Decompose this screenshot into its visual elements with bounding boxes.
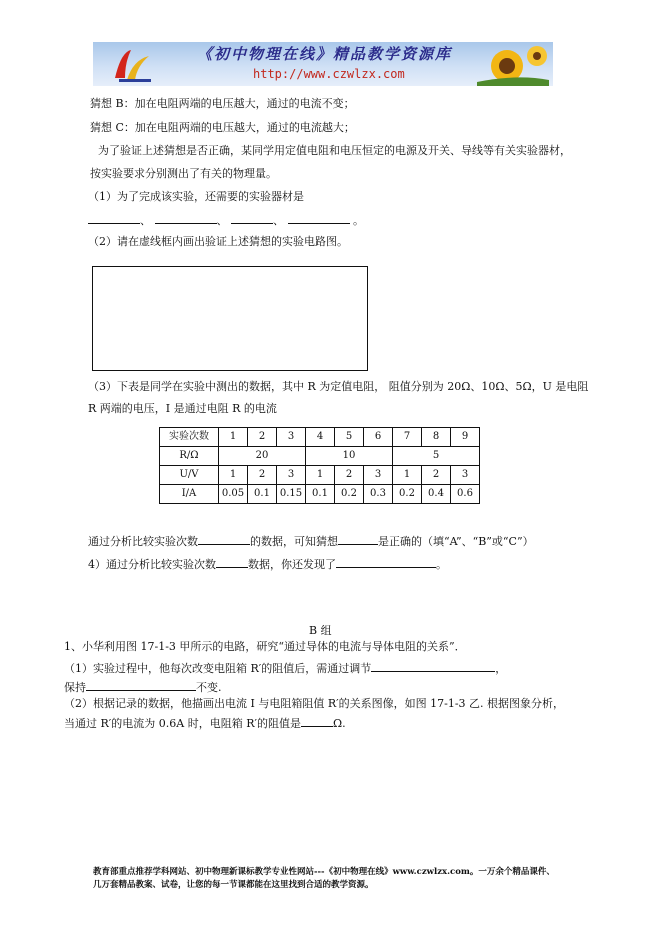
table-cell: 3 bbox=[451, 466, 480, 485]
table-cell: 9 bbox=[451, 428, 480, 447]
table-cell: 7 bbox=[393, 428, 422, 447]
table-cell: 0.2 bbox=[393, 485, 422, 504]
sunflower-icon bbox=[477, 44, 549, 86]
row-label: 实验次数 bbox=[160, 428, 219, 447]
table-cell: 6 bbox=[364, 428, 393, 447]
question-1-blanks bbox=[88, 212, 364, 228]
question-3-line-2: R 两端的电压，I 是通过电阻 R 的电流 bbox=[88, 402, 277, 415]
answer-blank[interactable] bbox=[338, 533, 378, 545]
answer-blank[interactable] bbox=[336, 556, 436, 568]
separator: 、 bbox=[140, 214, 151, 227]
question-text: 通过分析比较实验次数 bbox=[88, 535, 198, 548]
question-text: 的数据，可知猜想 bbox=[250, 535, 338, 548]
table-cell: 0.05 bbox=[219, 485, 248, 504]
row-label: I/A bbox=[160, 485, 219, 504]
table-cell: 1 bbox=[219, 466, 248, 485]
table-cell: 2 bbox=[248, 428, 277, 447]
table-cell: 0.2 bbox=[335, 485, 364, 504]
page-footer bbox=[93, 866, 613, 892]
table-cell: 3 bbox=[277, 466, 306, 485]
answer-blank[interactable] bbox=[198, 533, 250, 545]
table-cell: 5 bbox=[393, 447, 480, 466]
table-cell: 1 bbox=[219, 428, 248, 447]
question-text: 不变. bbox=[196, 681, 222, 694]
problem-b1-q2-line2 bbox=[64, 715, 346, 731]
answer-blank[interactable] bbox=[216, 556, 248, 568]
table-cell: 0.1 bbox=[306, 485, 335, 504]
question-3-line-1: （3）下表是同学在实验中测出的数据，其中 R 为定值电阻， 阻值分别为 20Ω、10Ω、5Ω，U 是电阻 bbox=[88, 380, 589, 393]
separator: 、 bbox=[273, 214, 284, 227]
question-3-analysis bbox=[88, 533, 534, 549]
banner-title: 《初中物理在线》精品教学资源库 bbox=[197, 45, 453, 63]
paragraph-line-1: 为了验证上述猜想是否正确，某同学用定值电阻和电压恒定的电源及开关、导线等有关实验器材， bbox=[98, 144, 571, 157]
question-text: 当通过 R′的电流为 0.6A 时，电阻箱 R′的阻值是 bbox=[64, 717, 301, 730]
table-cell: 10 bbox=[306, 447, 393, 466]
paragraph-line-2: 按实验要求分别测出了有关的物理量。 bbox=[90, 167, 277, 180]
footer-line: 教育部重点推荐学科网站、初中物理新课标教学专业性网站---《初中物理在线》www.czwlzx.com。一万余个精品课件、 bbox=[93, 867, 555, 877]
circuit-drawing-box[interactable] bbox=[92, 266, 368, 371]
table-row bbox=[160, 447, 480, 466]
banner-url[interactable]: http://www.czwlzx.com bbox=[253, 67, 405, 81]
question-text: （1）实验过程中，他每次改变电阻箱 R′的阻值后，需通过调节 bbox=[64, 662, 372, 675]
table-cell: 0.15 bbox=[277, 485, 306, 504]
question-text: 4）通过分析比较实验次数 bbox=[88, 558, 216, 571]
table-cell: 4 bbox=[306, 428, 335, 447]
guess-c-text: 猜想 C：加在电阻两端的电压越大，通过的电流越大； bbox=[90, 121, 355, 134]
table-cell: 0.3 bbox=[364, 485, 393, 504]
answer-blank[interactable] bbox=[371, 660, 495, 672]
problem-b1-q1-line2 bbox=[64, 679, 222, 695]
table-row bbox=[160, 428, 480, 447]
table-cell: 1 bbox=[393, 466, 422, 485]
row-label: R/Ω bbox=[160, 447, 219, 466]
problem-b1: 1、小华利用图 17-1-3 甲所示的电路，研究“通过导体的电流与导体电阻的关系”． bbox=[64, 640, 466, 653]
punctuation: ， bbox=[495, 662, 507, 675]
row-label: U/V bbox=[160, 466, 219, 485]
logo-icon bbox=[111, 48, 153, 84]
answer-blank[interactable] bbox=[301, 715, 333, 727]
table-cell: 8 bbox=[422, 428, 451, 447]
answer-blank[interactable] bbox=[231, 212, 273, 224]
table-cell: 2 bbox=[422, 466, 451, 485]
table-cell: 0.4 bbox=[422, 485, 451, 504]
separator: 、 bbox=[216, 214, 228, 227]
answer-blank[interactable] bbox=[155, 212, 217, 224]
question-text: 是正确的（填“A”、“B”或“C”） bbox=[378, 535, 534, 548]
table-cell: 1 bbox=[306, 466, 335, 485]
answer-blank[interactable] bbox=[86, 679, 196, 691]
header-banner bbox=[93, 42, 553, 86]
section-heading-b: B 组 bbox=[309, 624, 332, 637]
table-cell: 20 bbox=[219, 447, 306, 466]
table-cell: 3 bbox=[364, 466, 393, 485]
table-cell: 3 bbox=[277, 428, 306, 447]
table-row bbox=[160, 466, 480, 485]
answer-blank[interactable] bbox=[288, 212, 350, 224]
table-row bbox=[160, 485, 480, 504]
problem-b1-q2-line1: （2）根据记录的数据，他描画出电流 I 与电阻箱阻值 R′的关系图像，如图 17-1-3 乙. 根据图象分析， bbox=[64, 697, 565, 710]
period: 。 bbox=[436, 558, 447, 571]
question-1: （1）为了完成该实验，还需要的实验器材是 bbox=[88, 190, 304, 203]
question-text: 保持 bbox=[64, 681, 86, 694]
table-cell: 0.6 bbox=[451, 485, 480, 504]
period: 。 bbox=[353, 214, 364, 227]
question-2: （2）请在虚线框内画出验证上述猜想的实验电路图。 bbox=[88, 235, 348, 248]
table-cell: 5 bbox=[335, 428, 364, 447]
problem-b1-q1-line1 bbox=[64, 660, 506, 676]
table-cell: 2 bbox=[248, 466, 277, 485]
table-cell: 2 bbox=[335, 466, 364, 485]
question-4 bbox=[88, 556, 447, 572]
answer-blank[interactable] bbox=[88, 212, 140, 224]
guess-b-text: 猜想 B：加在电阻两端的电压越大，通过的电流不变； bbox=[90, 97, 355, 110]
footer-line: 几万套精品教案、试卷，让您的每一节课都能在这里找到合适的教学资源。 bbox=[93, 880, 374, 890]
table-cell: 0.1 bbox=[248, 485, 277, 504]
data-table bbox=[159, 427, 480, 504]
question-text: Ω. bbox=[332, 717, 346, 730]
question-text: 数据，你还发现了 bbox=[248, 558, 336, 571]
